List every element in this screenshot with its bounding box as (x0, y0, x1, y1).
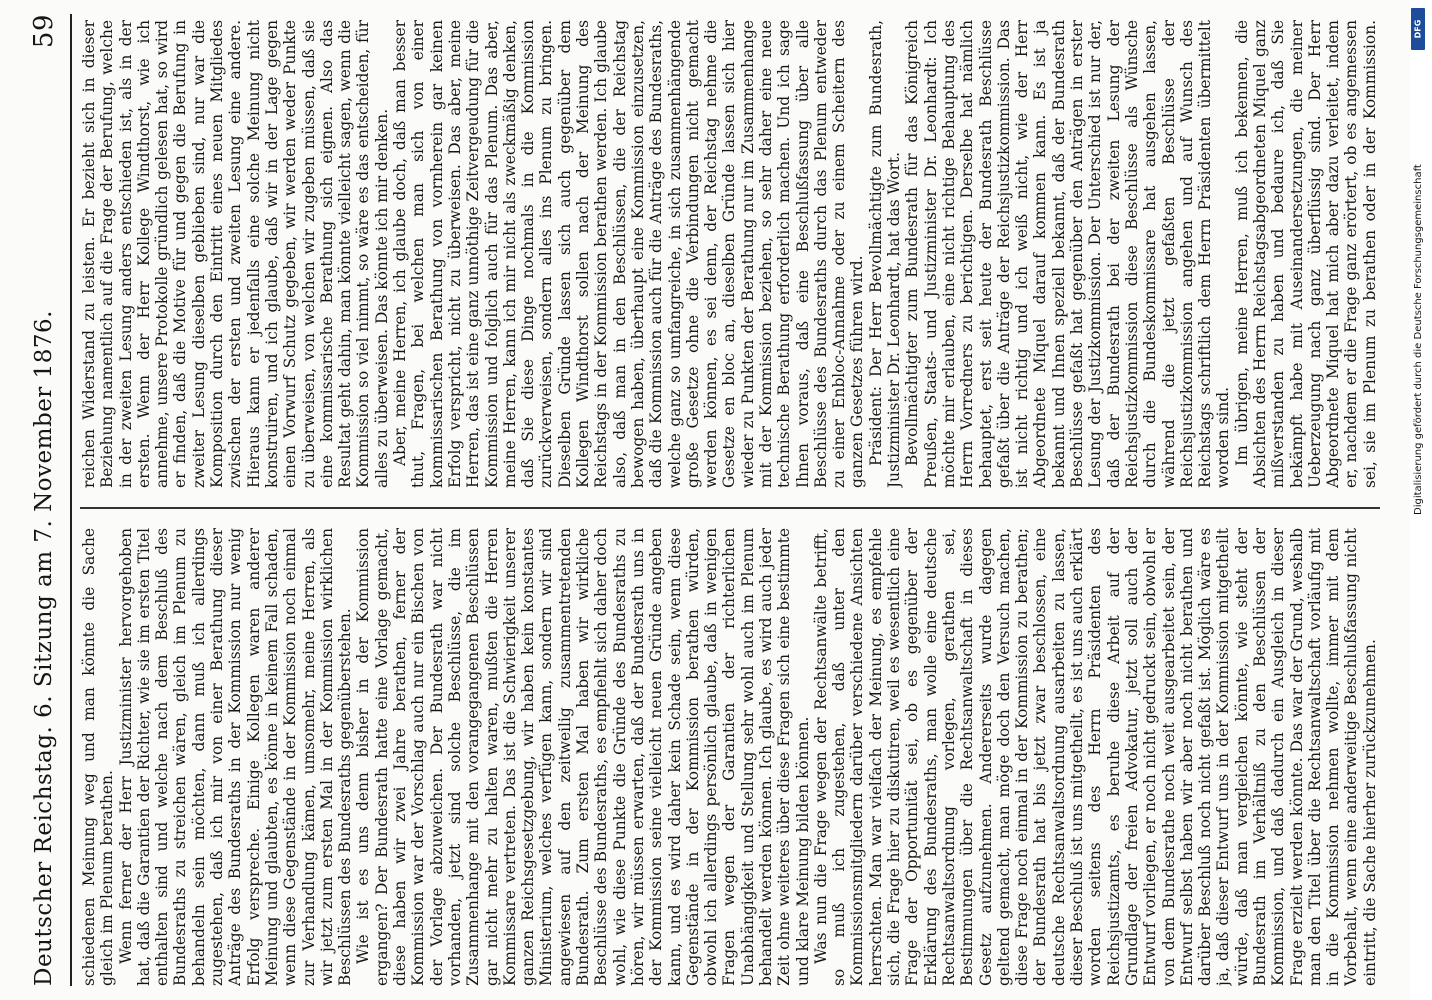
header-rule (70, 14, 72, 986)
paragraph: Was nun die Frage wegen der Rechtsanwälte betrifft, so muß ich zugestehen, daß unter den Kommissionsmitgliedern darüber verschiedene Ansichten herrschten. Man war vielfach der Meinung, es empfehle sich, die Frage hier zu diskutiren, weil es wesentlich eine Frage der Opportunität sei, ob es gegenüber der Erklärung des Bundesraths, man wolle eine deutsche Rechtsanwaltsordnung vorlegen, gerathen sei, Bestimmungen über die Rechtsanwaltschaft in dieses Gesetz aufzunehmen. Andererseits wurde dagegen geltend gemacht, man möge doch den Versuch machen, diese Frage noch einmal in der Kommission zu berathen; der Bundesrath hat bis jetzt zwar beschlossen, eine deutsche Rechtsanwaltsordnung ausarbeiten zu lassen, dieser Beschluß ist uns mitgetheilt, es ist uns auch erklärt worden seitens des Herrn Präsidenten des Reichsjustizamts, es beruhe diese Arbeit auf der Grundlage der freien Advokatur, jetzt soll auch der Entwurf vorliegen, er noch nicht gedruckt sein, obwohl er von dem Bundesrathe noch weit ausgearbeitet sein, der Entwurf selbst haben wir aber noch nicht berathen und darüber Beschluß noch nicht gefaßt ist. Möglich wäre es ja, daß dieser Entwurf uns in der Kommission mitgetheilt würde, daß man vergleichen könnte, wie steht der Bundesrath im Verhältniß zu den Beschlüssen der Kommission, und daß dadurch ein Ausgleich in dieser Frage erzielt werden könnte. Das war der Grund, weshalb man den Titel über die Rechtsanwaltschaft vorläufig mit in die Kommission nehmen wollte, immer mit dem Vorbehalt, wenn eine anderweitige Beschlußfassung nicht eintritt, die Sache hierher zurückzunehmen. (811, 528, 1379, 986)
speaker-paragraph: Bevollmächtigter zum Bundesrath für das Königreich Preußen, Staats- und Justizminister Dr. Leonhardt: Ich möchte mir erlauben, eine nicht richtige Behauptung des Herrn Vorredners zu berichtigen. Derselbe hat nämlich behauptet, erst seit heute der Bundesrath Beschlüsse gefaßt über die Anträge der Reichsjustizkommission. Das ist nicht richtig und ich weiß nicht, wie der Herr Abgeordnete Miquel darauf kommen kann. Es ist ja bekannt und Ihnen speziell bekannt, daß der Bundesrath Beschlüsse gefaßt hat gegenüber den Anträgen in erster Lesung der Justizkommission. Der Unterschied ist nur der, daß der Bundesrath bei der zweiten Lesung der Reichsjustizkommission diese Beschlüsse als Wünsche durch die Bundeskommissare hat ausgehen lassen, während die jetzt gefaßten Beschlüsse der Reichsjustizkommission angehen und auf Wunsch des Reichstags schriftlich dem Herrn Präsidenten übermittelt worden sind. (903, 20, 1233, 488)
speaker-paragraph: Präsident: Der Herr Bevollmächtigte zum Bundesrath, Justizminister Dr. Leonhardt, hat das Wort. (866, 20, 904, 488)
paragraph: Wenn ferner der Herr Justizminister hervorgehoben hat, daß die Garantien der Richter, wie sie im ersten Titel enthalten sind und welche nach dem Beschluß des Bundesraths zu streichen wären, gleich im Plenum zu behandeln sein möchten, dann muß ich allerdings zugestehen, daß ich mir von einer Berathung dieser Anträge des Bundesraths in der Kommission nur wenig Erfolg verspreche. Einige Kollegen waren anderer Meinung und glaubten, es könne in keinem Fall schaden, wenn diese Gegenstände in der Kommission noch einmal zur Verhandlung kämen, umsomehr, meine Herren, als wir jetzt zum ersten Mal in der Kommission wirklichen Beschlüssen des Bundesraths gegenüberstehen. (116, 528, 355, 986)
paragraph: schiedenen Meinung weg und man könnte die Sache gleich im Plenum berathen. (80, 528, 117, 986)
running-header (22, 14, 66, 986)
left-text-column (80, 528, 1380, 986)
dfg-logo-text: DFG (1413, 19, 1423, 39)
paragraph: Aber, meine Herren, ich glaube doch, daß man besser thut, Fragen, bei welchen man sich von einer kommissarischen Berathung von vornherein gar keinen Erfolg verspricht, nicht zu überweisen. Das aber, meine Herren, das ist eine ganz unnöthige Zeitvergeudung für die Kommission und folglich auch für das Plenum. Das aber, meine Herren, kann ich mir nicht als zweckmäßig denken, daß Sie diese Dinge nochmals in die Kommission zurückverweisen, sondern alles ins Plenum zu bringen. Dieselben Gründe lassen sich auch gegenüber dem Kollegen Windthorst sollen nach der Meinung des Reichstags in der Kommission berathen werden. Ich glaube also, daß man in den Beschlüssen, die der Reichstag bewogen haben, überhaupt eine Kommission einzusetzen, daß die Kommission auch für die Anträge des Bundesraths, welche ganz so umfangreiche, in sich zusammenhängende große Gesetze ohne die Verbindungen nicht gemacht werden können, es sei denn, der Reichstag nehme die Gesetze en bloc an, dieselben Gründe lassen sich hier wieder zu Punkten der Berathung nur im Zusammenhange mit der Kommission beziehen, so sehr daher eine neue technische Berathung erforderlich machen. Und ich sage Ihnen voraus, daß eine Beschlußfassung über alle Beschlüsse des Bundesraths durch das Plenum entweder zu einer Enbloc-Annahme oder zu einem Scheitern des ganzen Gesetzes führen wird. (391, 20, 867, 488)
paragraph (1379, 528, 1380, 986)
paragraph: Wie ist es uns denn bisher in der Kommission ergangen? Der Bundesrath hatte eine Vorlage gemacht, diese haben wir zwei Jahre berathen, ferner der Kommission war der Vorschlag auch nur ein Bischen von der Vorlage abzuweichen. Der Bundesrath war nicht vorhanden, jetzt sind solche Beschlüsse, die im Zusammenhange mit den vorangegangenen Beschlüssen gar nicht mehr zu halten waren, mußten die Herren Kommissare vertreten. Das ist die Schwierigkeit unserer ganzen Reichsgesetzgebung, wir haben kein konstantes Ministerium, welches verfügen kann, sondern wir sind angewiesen auf den zeitweilig zusammentretenden Bundesrath. Zum ersten Mal haben wir wirkliche Beschlüsse des Bundesraths, es empfiehlt sich daher doch wohl, wie diese Punkte die Gründe des Bundesraths zu hören, wir müssen erwarten, daß der Bundesrath uns in der Kommission seine vielleicht neuen Gründe angeben kann, und es wird daher kein Schade sein, wenn diese Gegenstände in der Kommission berathen würden, obwohl ich allerdings persönlich glaube, daß in wenigen Fragen wegen der Garantien der richterlichen Unabhängigkeit und Stellung sehr wohl auch im Plenum behandelt werden können. Ich glaube, es wird auch jeder Zeit ohne weiteres über diese Fragen sich eine bestimmte und klare Meinung bilden können. (354, 528, 812, 986)
paragraph: Im übrigen, meine Herren, muß ich bekennen, die Absichten des Herrn Reichstagsabgeordneten Miquel ganz mißverstanden zu haben und bedaure ich, daß Sie bekämpft habe mit Auseinandersetzungen, die meiner Ueberzeugung nach ganz überflüssig sind. Der Herr Abgeordnete Miquel hat mich aber dazu verleitet, indem er, nachdem er die Frage ganz erörtert, ob es angemessen sei, sie im Plenum zu berathen oder in der Kommission. (1232, 20, 1379, 488)
paragraph: reichen Widerstand zu leisten. Er bezieht sich in dieser Beziehung namentlich auf die Frage der Berufung, welche in der zweiten Lesung anders entschieden ist, als in der ersten. Wenn der Herr Kollege Windthorst, wie ich annehme, unsere Protokolle gründlich gelesen hat, so wird er finden, daß die Motive für und gegen die Berufung in zweiter Lesung dieselben geblieben sind, nur war die Komposition durch den Eintritt eines neuen Mitgliedes zwischen der ersten und zweiten Lesung eine andere. Hieraus kann er jedenfalls eine solche Meinung nicht konstruiren, und ich glaube, daß wir in der Lage gegen einen Vorwurf Schutz gegeben, wir werden weder Punkte zu überweisen, von welchen wir zugeben müssen, daß sie eine kommissarische Berathung sich eignen. Also das Resultat geht dahin, man könnte vielleicht sagen, wenn die Kommission so viel nimmt, so wäre es das entscheiden, für alles zu überweisen. Das könnte ich mir denken. (80, 20, 391, 488)
page-number: 59 (29, 14, 59, 49)
column-divider (80, 507, 1380, 509)
running-title: Deutscher Reichstag. 6. Sitzung am 7. November 1876. (31, 310, 57, 986)
digitization-credit: Digitalisierung gefördert durch die Deutsche Forschungsgemeinschaft (1413, 164, 1424, 515)
right-text-column (80, 20, 1380, 488)
